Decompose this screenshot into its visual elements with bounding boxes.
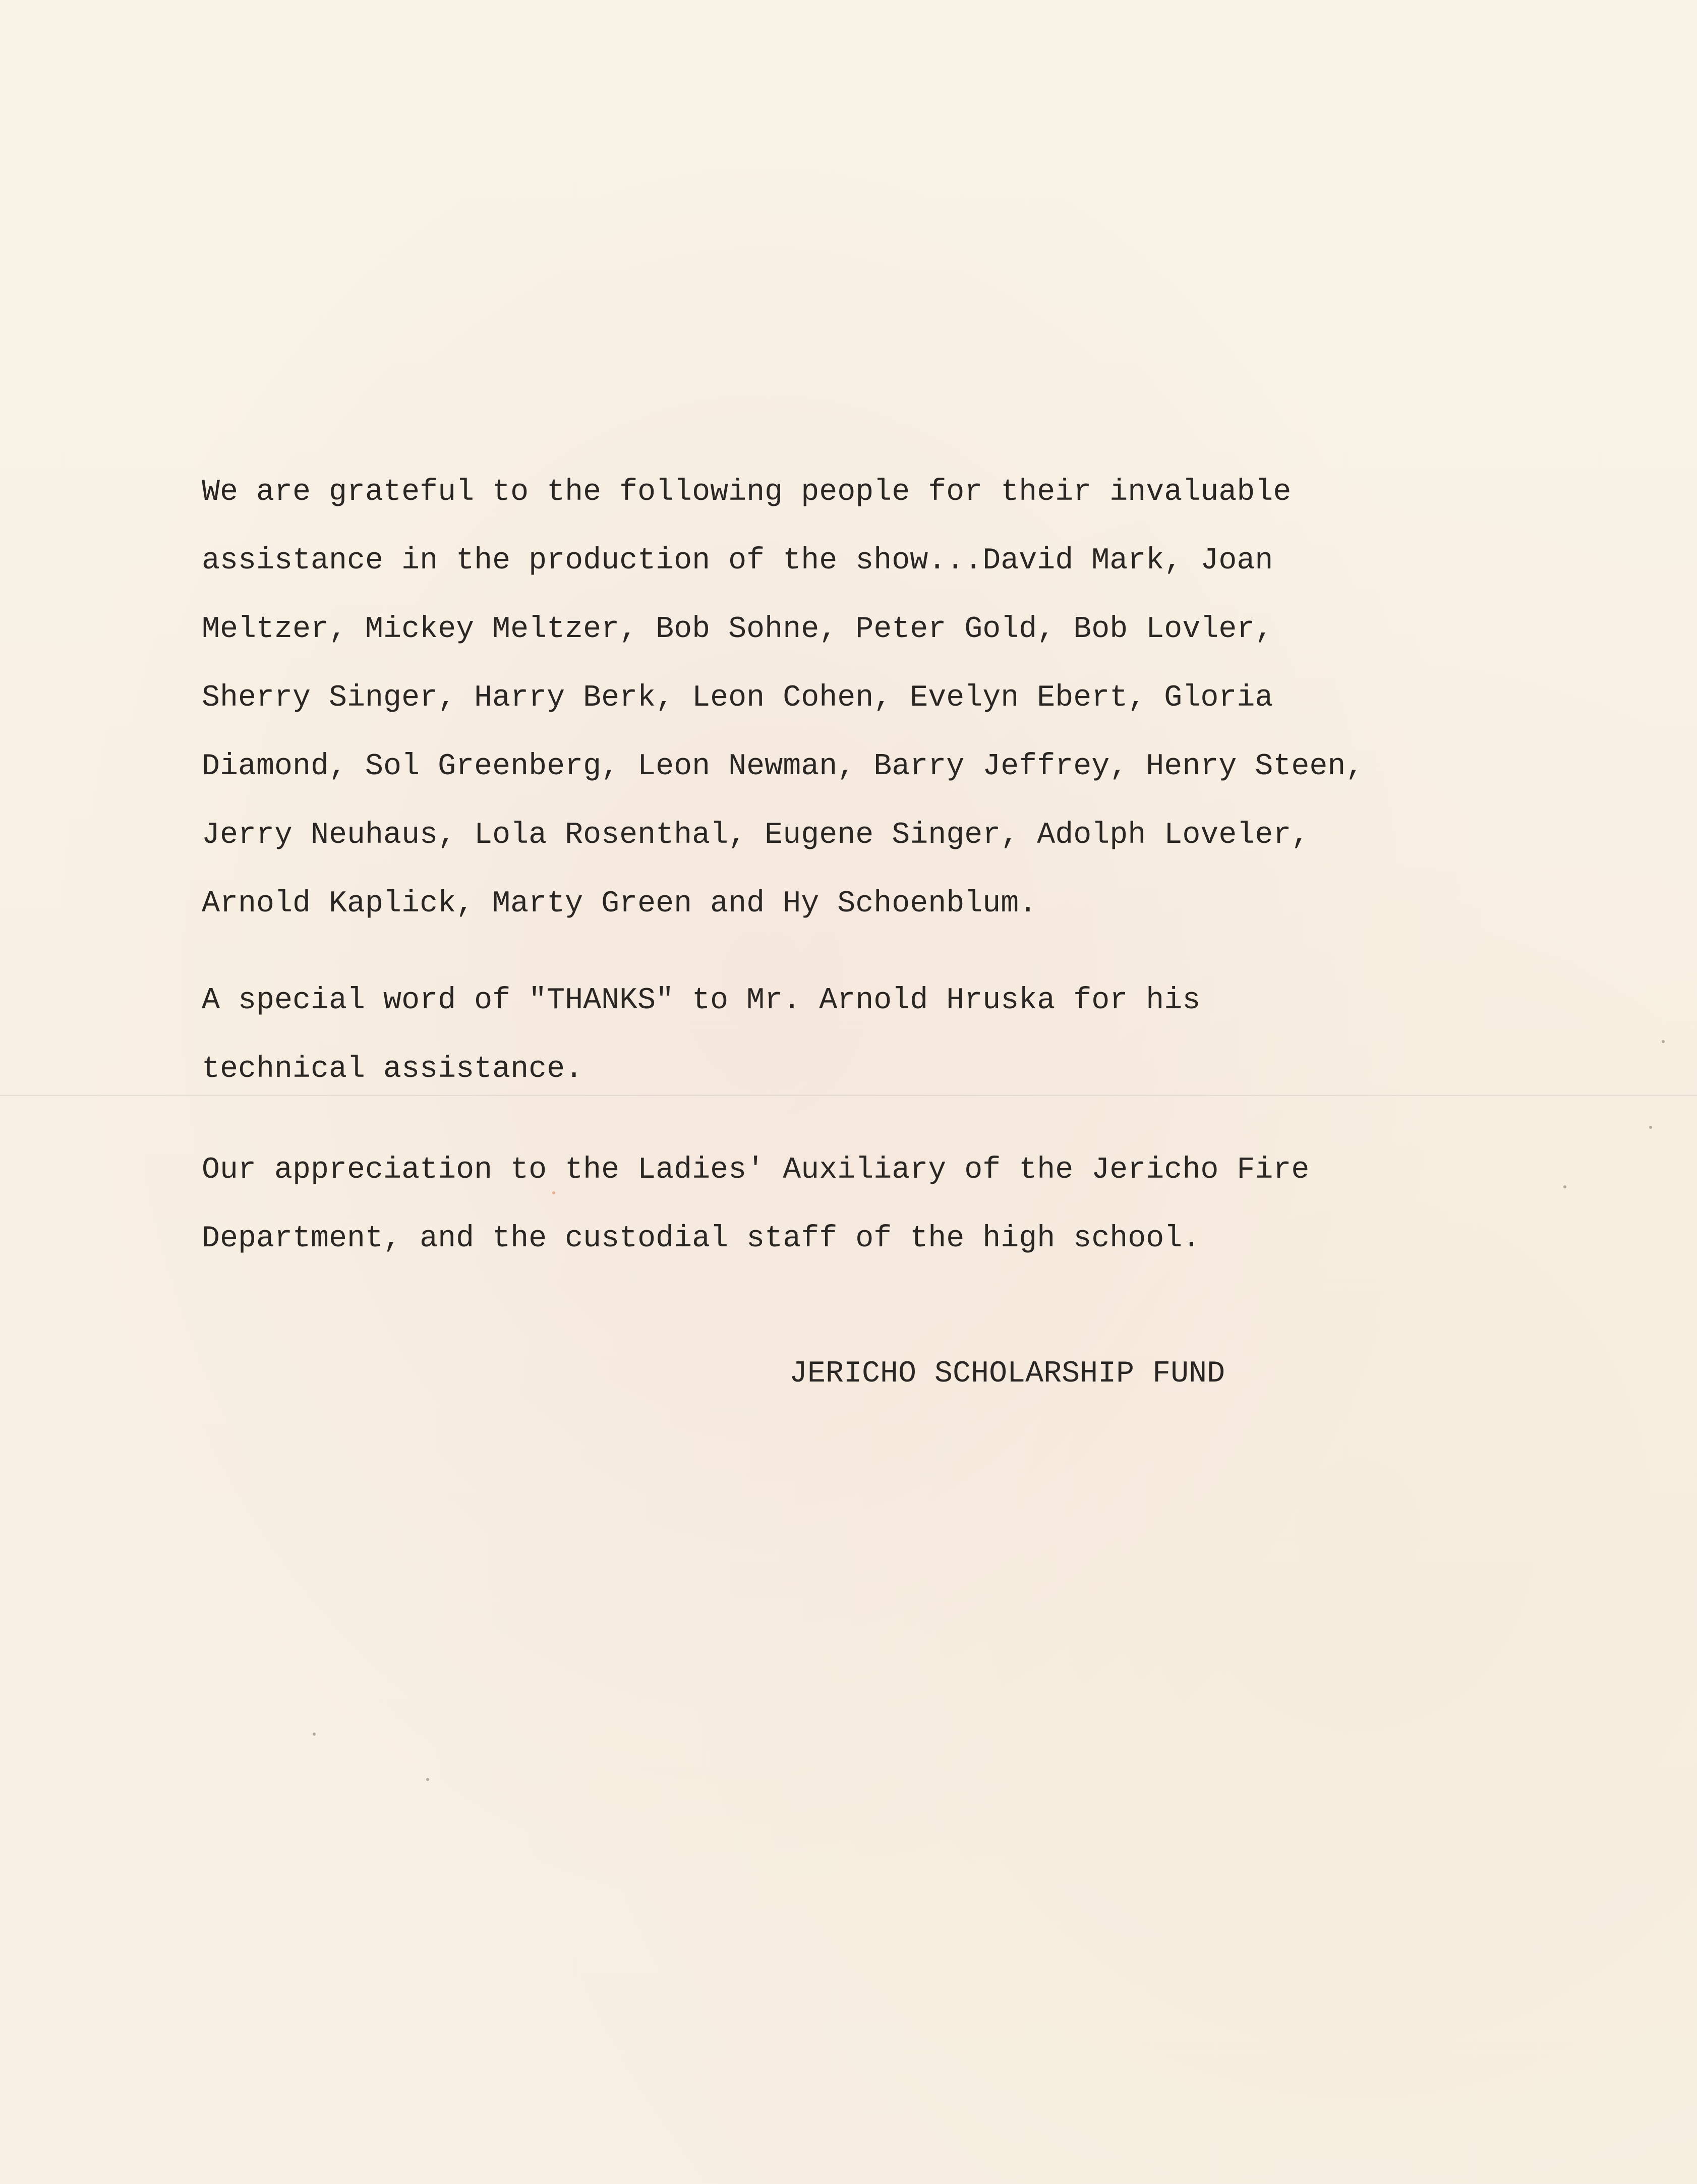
- paper-speck: [313, 1733, 316, 1736]
- paragraph-line: Our appreciation to the Ladies' Auxiliary of the Jericho Fire: [202, 1153, 1310, 1187]
- paper-speck: [1649, 1126, 1652, 1129]
- paragraph-line: A special word of "THANKS" to Mr. Arnold Hruska for his: [202, 984, 1201, 1018]
- paragraph-line: Diamond, Sol Greenberg, Leon Newman, Barry Jeffrey, Henry Steen,: [202, 750, 1364, 784]
- paragraph-line: Department, and the custodial staff of the high school.: [202, 1222, 1201, 1256]
- paragraph-line: Arnold Kaplick, Marty Green and Hy Schoenblum.: [202, 887, 1037, 921]
- paragraph-line: Sherry Singer, Harry Berk, Leon Cohen, Evelyn Ebert, Gloria: [202, 681, 1273, 715]
- paragraph-line: technical assistance.: [202, 1052, 583, 1086]
- appreciation-paragraph: [202, 1136, 1563, 1273]
- signature-organization: JERICHO SCHOLARSHIP FUND: [789, 1357, 1225, 1391]
- paper-speck: [426, 1778, 429, 1781]
- paragraph-line: Meltzer, Mickey Meltzer, Bob Sohne, Peter Gold, Bob Lovler,: [202, 612, 1273, 647]
- paragraph-line: We are grateful to the following people for their invaluable: [202, 475, 1292, 509]
- paper-speck: [1662, 1040, 1665, 1043]
- paragraph-line: assistance in the production of the show...David Mark, Joan: [202, 544, 1273, 578]
- paper-speck: [1563, 1185, 1566, 1188]
- acknowledgement-paragraph: [202, 458, 1563, 938]
- paragraph-line: Jerry Neuhaus, Lola Rosenthal, Eugene Singer, Adolph Loveler,: [202, 818, 1310, 852]
- special-thanks-paragraph: [202, 966, 1563, 1104]
